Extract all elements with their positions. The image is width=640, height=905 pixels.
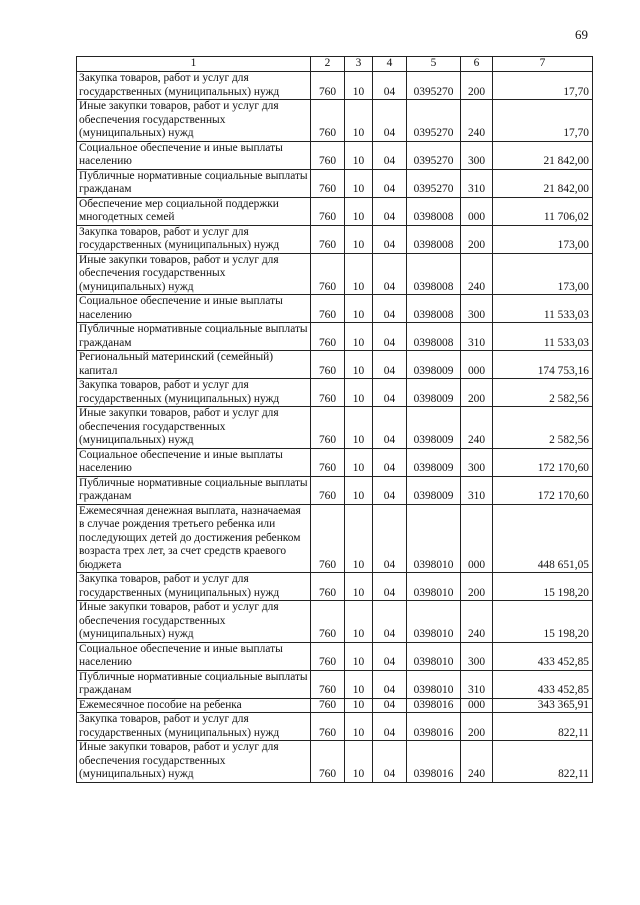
row-code-2: 760 xyxy=(311,72,345,100)
row-code-6: 200 xyxy=(461,713,493,741)
row-code-5: 0398010 xyxy=(407,573,461,601)
row-amount: 15 198,20 xyxy=(493,573,593,601)
row-code-4: 04 xyxy=(373,295,407,323)
table-row xyxy=(77,72,593,100)
row-code-4: 04 xyxy=(373,253,407,295)
row-code-3: 10 xyxy=(345,504,373,573)
row-code-5: 0398009 xyxy=(407,448,461,476)
row-code-6: 240 xyxy=(461,253,493,295)
table-row xyxy=(77,253,593,295)
row-amount: 11 706,02 xyxy=(493,197,593,225)
row-code-6: 310 xyxy=(461,323,493,351)
row-name: Закупка товаров, работ и услуг для государственных (муниципальных) нужд xyxy=(77,72,311,100)
row-code-2: 760 xyxy=(311,476,345,504)
row-code-3: 10 xyxy=(345,407,373,449)
row-amount: 21 842,00 xyxy=(493,169,593,197)
table-row xyxy=(77,642,593,670)
table-row xyxy=(77,407,593,449)
row-name: Публичные нормативные социальные выплаты гражданам xyxy=(77,169,311,197)
row-code-5: 0398009 xyxy=(407,379,461,407)
row-amount: 822,11 xyxy=(493,741,593,783)
row-code-3: 10 xyxy=(345,741,373,783)
row-code-2: 760 xyxy=(311,642,345,670)
row-code-6: 240 xyxy=(461,741,493,783)
row-code-6: 000 xyxy=(461,698,493,713)
row-code-3: 10 xyxy=(345,642,373,670)
table-row xyxy=(77,741,593,783)
row-name: Иные закупки товаров, работ и услуг для обеспечения государственных (муниципальных) нужд xyxy=(77,253,311,295)
row-code-3: 10 xyxy=(345,141,373,169)
row-code-3: 10 xyxy=(345,295,373,323)
table-row xyxy=(77,141,593,169)
row-code-4: 04 xyxy=(373,741,407,783)
table-row xyxy=(77,351,593,379)
table-row xyxy=(77,295,593,323)
row-name: Ежемесячная денежная выплата, назначаемая в случае рождения третьего ребенка или последующих детей до достижения ребенком возраста трех лет, за счет средств краевого бюджета xyxy=(77,504,311,573)
row-code-6: 240 xyxy=(461,100,493,142)
row-amount: 448 651,05 xyxy=(493,504,593,573)
row-code-4: 04 xyxy=(373,573,407,601)
row-name: Социальное обеспечение и иные выплаты населению xyxy=(77,141,311,169)
row-code-5: 0398010 xyxy=(407,504,461,573)
table-row xyxy=(77,698,593,713)
column-header-6: 6 xyxy=(461,57,493,72)
row-code-6: 200 xyxy=(461,379,493,407)
row-name: Иные закупки товаров, работ и услуг для обеспечения государственных (муниципальных) нужд xyxy=(77,741,311,783)
row-code-6: 300 xyxy=(461,448,493,476)
row-code-5: 0398010 xyxy=(407,642,461,670)
row-code-6: 310 xyxy=(461,169,493,197)
row-code-5: 0398016 xyxy=(407,713,461,741)
row-code-2: 760 xyxy=(311,713,345,741)
row-name: Иные закупки товаров, работ и услуг для обеспечения государственных (муниципальных) нужд xyxy=(77,407,311,449)
row-code-2: 760 xyxy=(311,601,345,643)
row-code-4: 04 xyxy=(373,100,407,142)
row-name: Социальное обеспечение и иные выплаты населению xyxy=(77,295,311,323)
row-code-3: 10 xyxy=(345,253,373,295)
column-header-5: 5 xyxy=(407,57,461,72)
row-code-4: 04 xyxy=(373,72,407,100)
row-code-5: 0398010 xyxy=(407,670,461,698)
row-code-3: 10 xyxy=(345,698,373,713)
row-code-6: 200 xyxy=(461,225,493,253)
row-code-6: 240 xyxy=(461,407,493,449)
row-code-2: 760 xyxy=(311,197,345,225)
row-code-5: 0398016 xyxy=(407,698,461,713)
table-row xyxy=(77,448,593,476)
row-code-2: 760 xyxy=(311,295,345,323)
row-name: Закупка товаров, работ и услуг для государственных (муниципальных) нужд xyxy=(77,713,311,741)
row-name: Иные закупки товаров, работ и услуг для обеспечения государственных (муниципальных) нужд xyxy=(77,601,311,643)
row-code-2: 760 xyxy=(311,670,345,698)
row-name: Закупка товаров, работ и услуг для государственных (муниципальных) нужд xyxy=(77,225,311,253)
table-row xyxy=(77,197,593,225)
row-code-6: 300 xyxy=(461,642,493,670)
row-code-2: 760 xyxy=(311,323,345,351)
row-code-3: 10 xyxy=(345,72,373,100)
row-code-5: 0395270 xyxy=(407,100,461,142)
row-code-4: 04 xyxy=(373,407,407,449)
table-body xyxy=(77,72,593,783)
row-code-4: 04 xyxy=(373,379,407,407)
row-code-3: 10 xyxy=(345,379,373,407)
row-code-4: 04 xyxy=(373,448,407,476)
row-code-6: 310 xyxy=(461,670,493,698)
row-name: Публичные нормативные социальные выплаты гражданам xyxy=(77,323,311,351)
table-row xyxy=(77,601,593,643)
row-code-4: 04 xyxy=(373,670,407,698)
column-header-3: 3 xyxy=(345,57,373,72)
row-code-6: 310 xyxy=(461,476,493,504)
row-code-2: 760 xyxy=(311,407,345,449)
row-code-3: 10 xyxy=(345,476,373,504)
column-header-2: 2 xyxy=(311,57,345,72)
row-code-3: 10 xyxy=(345,225,373,253)
row-code-5: 0395270 xyxy=(407,141,461,169)
row-code-6: 200 xyxy=(461,573,493,601)
row-code-3: 10 xyxy=(345,323,373,351)
row-code-5: 0398016 xyxy=(407,741,461,783)
row-amount: 17,70 xyxy=(493,72,593,100)
row-code-6: 240 xyxy=(461,601,493,643)
row-amount: 174 753,16 xyxy=(493,351,593,379)
column-header-1: 1 xyxy=(77,57,311,72)
row-amount: 433 452,85 xyxy=(493,670,593,698)
table-row xyxy=(77,573,593,601)
row-code-5: 0395270 xyxy=(407,72,461,100)
row-amount: 173,00 xyxy=(493,225,593,253)
row-code-3: 10 xyxy=(345,573,373,601)
row-code-2: 760 xyxy=(311,573,345,601)
row-code-4: 04 xyxy=(373,141,407,169)
row-code-6: 000 xyxy=(461,504,493,573)
row-code-3: 10 xyxy=(345,351,373,379)
row-code-5: 0395270 xyxy=(407,169,461,197)
row-code-4: 04 xyxy=(373,642,407,670)
row-amount: 11 533,03 xyxy=(493,323,593,351)
row-code-4: 04 xyxy=(373,698,407,713)
row-code-3: 10 xyxy=(345,670,373,698)
row-name: Социальное обеспечение и иные выплаты населению xyxy=(77,448,311,476)
row-code-3: 10 xyxy=(345,100,373,142)
table-row xyxy=(77,169,593,197)
row-code-5: 0398008 xyxy=(407,295,461,323)
row-code-6: 200 xyxy=(461,72,493,100)
row-code-2: 760 xyxy=(311,225,345,253)
row-amount: 433 452,85 xyxy=(493,642,593,670)
row-code-5: 0398010 xyxy=(407,601,461,643)
table-header xyxy=(77,57,593,72)
row-code-4: 04 xyxy=(373,713,407,741)
row-code-6: 000 xyxy=(461,351,493,379)
row-name: Обеспечение мер социальной поддержки многодетных семей xyxy=(77,197,311,225)
row-amount: 822,11 xyxy=(493,713,593,741)
row-code-5: 0398008 xyxy=(407,197,461,225)
row-code-2: 760 xyxy=(311,448,345,476)
row-name: Иные закупки товаров, работ и услуг для обеспечения государственных (муниципальных) нужд xyxy=(77,100,311,142)
table-row xyxy=(77,100,593,142)
column-header-4: 4 xyxy=(373,57,407,72)
row-code-2: 760 xyxy=(311,698,345,713)
header-row xyxy=(77,57,593,72)
row-amount: 2 582,56 xyxy=(493,407,593,449)
row-code-3: 10 xyxy=(345,713,373,741)
row-code-5: 0398008 xyxy=(407,323,461,351)
row-name: Ежемесячное пособие на ребенка xyxy=(77,698,311,713)
table-row xyxy=(77,323,593,351)
row-amount: 173,00 xyxy=(493,253,593,295)
row-code-4: 04 xyxy=(373,197,407,225)
row-code-5: 0398008 xyxy=(407,225,461,253)
row-code-6: 300 xyxy=(461,141,493,169)
row-amount: 172 170,60 xyxy=(493,448,593,476)
row-amount: 17,70 xyxy=(493,100,593,142)
table-row xyxy=(77,713,593,741)
row-code-4: 04 xyxy=(373,504,407,573)
row-code-2: 760 xyxy=(311,351,345,379)
row-name: Публичные нормативные социальные выплаты гражданам xyxy=(77,476,311,504)
row-code-5: 0398009 xyxy=(407,407,461,449)
table-row xyxy=(77,504,593,573)
row-code-5: 0398009 xyxy=(407,351,461,379)
row-code-4: 04 xyxy=(373,351,407,379)
row-code-4: 04 xyxy=(373,169,407,197)
row-name: Публичные нормативные социальные выплаты гражданам xyxy=(77,670,311,698)
row-code-2: 760 xyxy=(311,169,345,197)
row-code-5: 0398009 xyxy=(407,476,461,504)
row-code-2: 760 xyxy=(311,141,345,169)
table-row xyxy=(77,379,593,407)
row-code-2: 760 xyxy=(311,253,345,295)
row-code-2: 760 xyxy=(311,504,345,573)
row-amount: 172 170,60 xyxy=(493,476,593,504)
column-header-7: 7 xyxy=(493,57,593,72)
row-code-2: 760 xyxy=(311,379,345,407)
row-name: Закупка товаров, работ и услуг для государственных (муниципальных) нужд xyxy=(77,379,311,407)
row-code-2: 760 xyxy=(311,100,345,142)
row-name: Региональный материнский (семейный) капитал xyxy=(77,351,311,379)
row-code-3: 10 xyxy=(345,197,373,225)
row-code-3: 10 xyxy=(345,448,373,476)
table-row xyxy=(77,476,593,504)
row-code-4: 04 xyxy=(373,323,407,351)
row-amount: 343 365,91 xyxy=(493,698,593,713)
row-amount: 11 533,03 xyxy=(493,295,593,323)
row-code-6: 000 xyxy=(461,197,493,225)
row-code-5: 0398008 xyxy=(407,253,461,295)
row-code-2: 760 xyxy=(311,741,345,783)
row-code-6: 300 xyxy=(461,295,493,323)
row-code-4: 04 xyxy=(373,601,407,643)
row-code-4: 04 xyxy=(373,225,407,253)
table-row xyxy=(77,670,593,698)
row-code-4: 04 xyxy=(373,476,407,504)
table-row xyxy=(77,225,593,253)
budget-table xyxy=(76,56,593,783)
row-amount: 2 582,56 xyxy=(493,379,593,407)
row-code-3: 10 xyxy=(345,601,373,643)
row-amount: 21 842,00 xyxy=(493,141,593,169)
page-number: 69 xyxy=(575,27,588,42)
row-amount: 15 198,20 xyxy=(493,601,593,643)
row-code-3: 10 xyxy=(345,169,373,197)
row-name: Закупка товаров, работ и услуг для государственных (муниципальных) нужд xyxy=(77,573,311,601)
row-name: Социальное обеспечение и иные выплаты населению xyxy=(77,642,311,670)
